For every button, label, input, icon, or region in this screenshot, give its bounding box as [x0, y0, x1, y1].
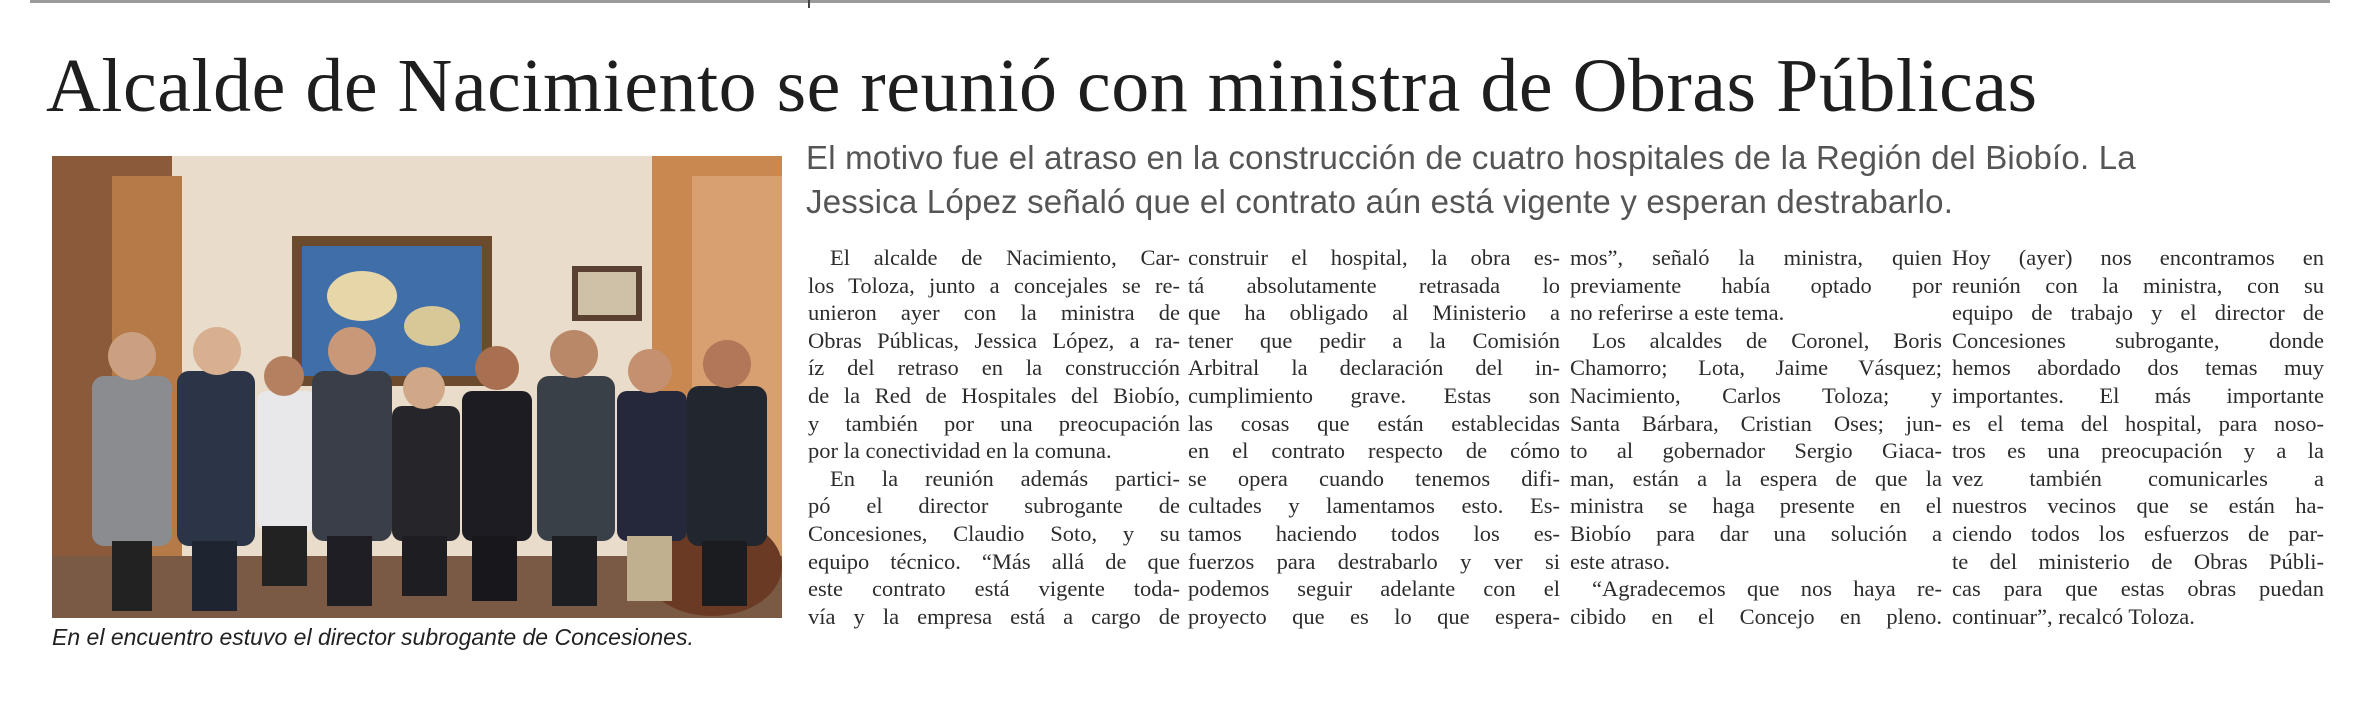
- body-line: ministra se haga presente en el: [1570, 493, 1942, 519]
- body-line: por la conectividad en la comuna.: [808, 438, 1112, 464]
- body-line: te del ministerio de Obras Públi-: [1952, 548, 2324, 574]
- photo-caption: En el encuentro estuvo el director subrogante de Concesiones.: [52, 624, 694, 650]
- body-line: previamente había optado por: [1570, 272, 1942, 298]
- body-line: de la Red de Hospitales del Biobío,: [808, 382, 1180, 408]
- body-line: en el contrato respecto de cómo: [1188, 438, 1560, 464]
- body-line: cibido en el Concejo en pleno.: [1570, 603, 1942, 629]
- body-line: Hoy (ayer) nos encontramos en: [1952, 245, 2324, 270]
- body-line: Chamorro; Lota, Jaime Vásquez;: [1570, 355, 1942, 381]
- body-line: proyecto que es lo que espera-: [1188, 603, 1560, 629]
- body-line: importantes. El más importante: [1952, 382, 2324, 408]
- body-line: ciendo todos los esfuerzos de par-: [1952, 520, 2324, 546]
- body-line: los Toloza, junto a concejales se re-: [808, 272, 1180, 298]
- body-line: Concesiones, Claudio Soto, y su: [808, 520, 1180, 546]
- body-line: que ha obligado al Ministerio a: [1188, 300, 1560, 326]
- body-line: fuerzos para destrabarlo y ver si: [1188, 548, 1560, 574]
- body-line: Concesiones subrogante, donde: [1952, 327, 2324, 353]
- body-line: vía y la empresa está a cargo de: [808, 603, 1180, 629]
- body-line: íz del retraso en la construcción: [808, 355, 1180, 381]
- body-line: no referirse a este tema.: [1570, 300, 1785, 326]
- body-column-2: [1188, 244, 1560, 630]
- article-photo: [52, 156, 782, 618]
- body-line: las cosas que están establecidas: [1188, 410, 1560, 436]
- body-line: se opera cuando tenemos difi-: [1188, 465, 1560, 491]
- top-rule: [30, 0, 2330, 3]
- body-line: equipo de trabajo y el director de: [1952, 300, 2324, 326]
- deck-line: Jessica López señaló que el contrato aún está vigente y esperan destrabarlo.: [806, 183, 1954, 220]
- body-line: tener que pedir a la Comisión: [1188, 327, 1560, 353]
- article-deck: [806, 136, 2336, 224]
- body-line: pó el director subrogante de: [808, 493, 1180, 519]
- body-line: En la reunión además partici-: [830, 465, 1180, 491]
- body-line: cumplimiento grave. Estas son: [1188, 382, 1560, 408]
- body-line: Los alcaldes de Coronel, Boris: [1592, 327, 1942, 353]
- body-line: vez también comunicarles a: [1952, 465, 2324, 491]
- body-line: y también por una preocupación: [808, 410, 1180, 436]
- body-line: cas para que estas obras puedan: [1952, 576, 2324, 602]
- body-line: este atraso.: [1570, 548, 1670, 574]
- body-line: es el tema del hospital, para noso-: [1952, 410, 2324, 436]
- body-line: El alcalde de Nacimiento, Car-: [830, 245, 1180, 270]
- body-line: mos”, señaló la ministra, quien: [1570, 245, 1942, 270]
- body-line: nuestros vecinos que se están ha-: [1952, 493, 2324, 519]
- body-line: reunión con la ministra, con su: [1952, 272, 2324, 298]
- top-tick: [808, 0, 810, 8]
- body-line: Arbitral la declaración del in-: [1188, 355, 1560, 381]
- body-line: Biobío para dar una solución a: [1570, 520, 1942, 546]
- body-line: tamos haciendo todos los es-: [1188, 520, 1560, 546]
- body-line: continuar”, recalcó Toloza.: [1952, 603, 2195, 629]
- body-line: unieron ayer con la ministra de: [808, 300, 1180, 326]
- deck-line: El motivo fue el atraso en la construcción de cuatro hospitales de la Región del Biobío. La: [806, 139, 2136, 176]
- body-line: podemos seguir adelante con el: [1188, 576, 1560, 602]
- body-line: tá absolutamente retrasada lo: [1188, 272, 1560, 298]
- body-line: cultades y lamentamos esto. Es-: [1188, 493, 1560, 519]
- body-line: Santa Bárbara, Cristian Oses; jun-: [1570, 410, 1942, 436]
- body-line: hemos abordado dos temas muy: [1952, 355, 2324, 381]
- article-headline: Alcalde de Nacimiento se reunió con ministra de Obras Públicas: [46, 44, 2038, 128]
- body-line: “Agradecemos que nos haya re-: [1592, 576, 1942, 602]
- body-line: to al gobernador Sergio Giaca-: [1570, 438, 1942, 464]
- body-line: man, están a la espera de que la: [1570, 465, 1942, 491]
- body-column-3: [1570, 244, 1942, 630]
- body-column-4: [1952, 244, 2324, 630]
- body-line: Obras Públicas, Jessica López, a ra-: [808, 327, 1180, 353]
- body-line: Nacimiento, Carlos Toloza; y: [1570, 382, 1942, 408]
- body-line: construir el hospital, la obra es-: [1188, 245, 1560, 270]
- body-line: equipo técnico. “Más allá de que: [808, 548, 1180, 574]
- body-line: tros es una preocupación y a la: [1952, 438, 2324, 464]
- body-line: este contrato está vigente toda-: [808, 576, 1180, 602]
- body-column-1: [808, 244, 1180, 630]
- photo-group-meeting-icon: [52, 156, 782, 618]
